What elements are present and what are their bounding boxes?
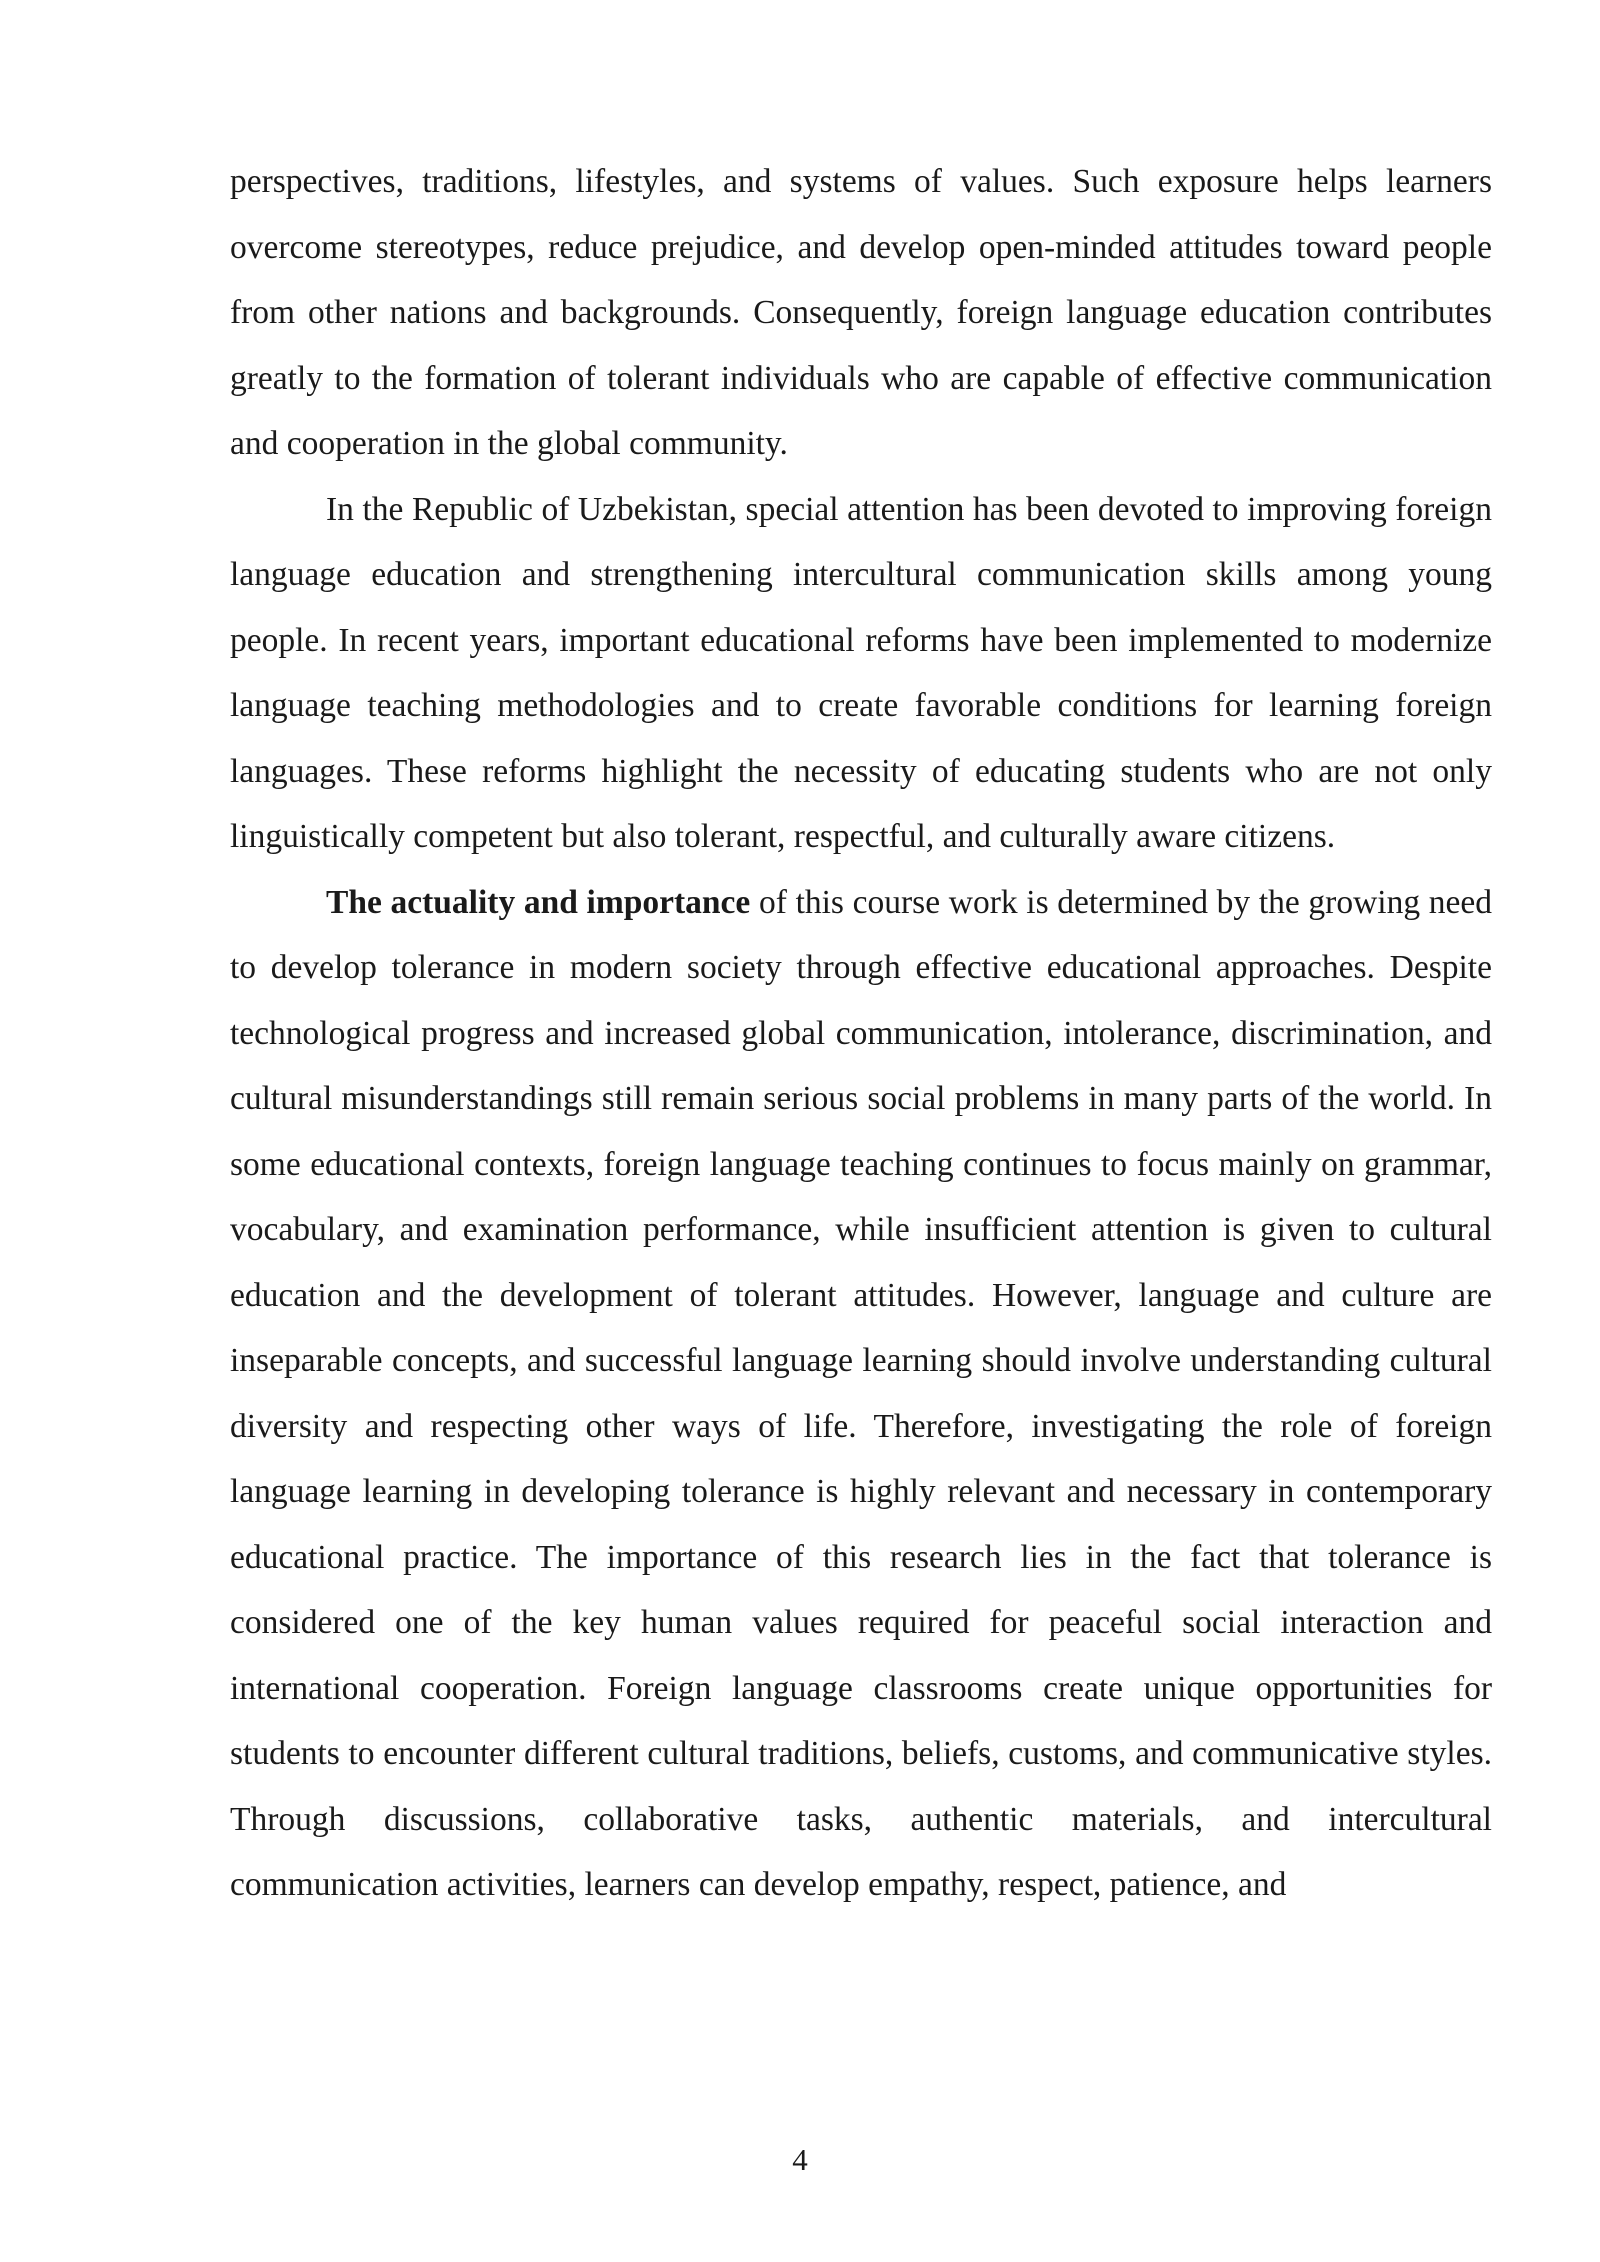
page-number: 4 xyxy=(792,2142,808,2177)
body-text xyxy=(230,149,1492,1918)
bold-lead-phrase: The actuality and importance xyxy=(326,883,751,921)
paragraph-actuality-text: of this course work is determined by the growing need to develop tolerance in modern society through effective educational approaches. Despite technological progress and increased global communication, intolerance, discrimination, and cultural misunderstandings still remain serious social problems in many parts of the world. In some educational contexts, foreign language teaching continues to focus mainly on grammar, vocabulary, and examination performance, while insufficient attention is given to cultural education and the development of tolerant attitudes. However, language and culture are inseparable concepts, and successful language learning should involve understanding cultural diversity and respecting other ways of life. Therefore, investigating the role of foreign language learning in developing tolerance is highly relevant and necessary in contemporary educational practice. The importance of this research lies in the fact that tolerance is considered one of the key human values required for peaceful social interaction and international cooperation. Foreign language classrooms create unique opportunities for students to encounter different cultural traditions, beliefs, customs, and communicative styles. Through discussions, collaborative tasks, authentic materials, and intercultural communication activities, learners can develop empathy, respect, patience, and xyxy=(230,883,1493,1903)
paragraph-uzbekistan-reforms: In the Republic of Uzbekistan, special attention has been devoted to improving foreign language education and strengthening intercultural communication skills among young people. In recent years, important educational reforms have been implemented to modernize language teaching methodologies and to create favorable conditions for learning foreign languages. These reforms highlight the necessity of educating students who are not only linguistically competent but also tolerant, respectful, and culturally aware citizens. xyxy=(230,490,1492,855)
paragraph-actuality xyxy=(230,870,1492,1918)
paragraph-continuation: perspectives, traditions, lifestyles, and systems of values. Such exposure helps learners overcome stereotypes, reduce prejudice, and develop open-minded attitudes toward people from other nations and backgrounds. Consequently, foreign language education contributes greatly to the formation of tolerant individuals who are capable of effective communication and cooperation in the global community. xyxy=(230,163,1492,462)
